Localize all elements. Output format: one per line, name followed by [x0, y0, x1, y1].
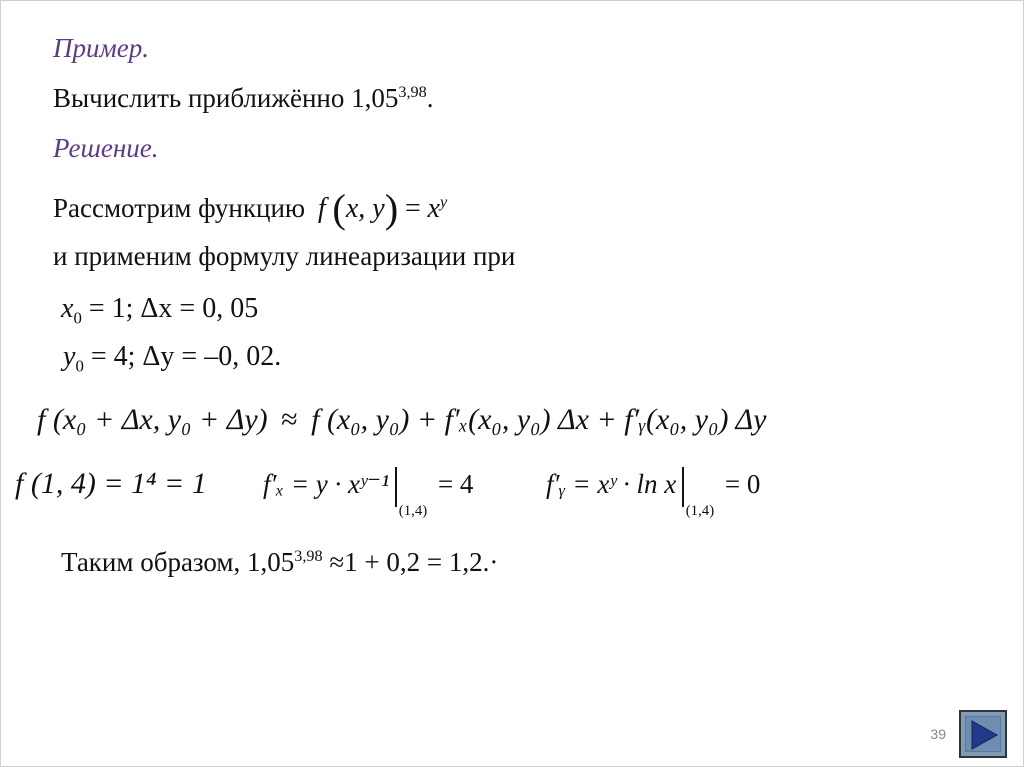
- paren-open: (: [332, 186, 346, 231]
- task-exponent: 3,98: [398, 83, 427, 101]
- x0-rest: = 1; Δx = 0, 05: [81, 293, 259, 324]
- partial-y-expr: f′ᵧ = xʸ · ln x: [546, 469, 677, 499]
- conclusion-rest: ≈1 + 0,2 = 1,2.·: [322, 547, 499, 577]
- y0-line: [63, 341, 282, 376]
- partial-y-eval: [546, 467, 718, 520]
- partial-x: [263, 467, 473, 520]
- power-base: x: [427, 193, 440, 225]
- function-args: x, y: [345, 193, 385, 225]
- f14-value: f (1, 4) = 1⁴ = 1: [15, 467, 207, 500]
- formula-rhs: f (x₀, y₀) + f′ₓ(x₀, y₀) Δx + f′ᵧ(x₀, y₀) Δy: [311, 403, 767, 436]
- partial-y-bar: [682, 467, 684, 507]
- example-label: Пример.: [53, 33, 149, 63]
- consider-text: Рассмотрим функцию: [53, 193, 306, 224]
- equals-sign: =: [404, 193, 421, 225]
- partial-x-eval: [263, 467, 431, 520]
- conclusion-text: Таким образом, 1,05: [61, 547, 295, 577]
- linearization-formula: [37, 403, 766, 437]
- y0-sub: 0: [75, 356, 84, 376]
- partial-y: [546, 467, 760, 520]
- play-right-icon: [969, 719, 999, 751]
- f-at-point: [15, 467, 207, 501]
- conclusion-exponent: 3,98: [294, 547, 323, 565]
- consider-line: [53, 185, 447, 232]
- solution-label: Решение.: [53, 133, 159, 163]
- power-exponent: y: [439, 193, 448, 212]
- apply-text: и применим формулу линеаризации при: [53, 241, 516, 271]
- approx-sign: ≈: [281, 403, 298, 436]
- partial-x-point: (1,4): [398, 503, 428, 519]
- conclusion-line: [61, 547, 498, 578]
- next-slide-button[interactable]: [959, 710, 1007, 758]
- page-number: 39: [930, 726, 946, 742]
- y0-rest: = 4; Δy = –0, 02.: [83, 341, 282, 372]
- function-name: f: [317, 193, 326, 225]
- x0-sub: 0: [73, 308, 82, 328]
- x0-line: [61, 293, 259, 328]
- formula-lhs: f (x₀ + Δx, y₀ + Δy): [37, 403, 268, 436]
- y0-var: y: [63, 341, 76, 372]
- task-line: [53, 83, 433, 114]
- paren-close: ): [384, 186, 399, 231]
- partial-y-value: = 0: [724, 469, 761, 499]
- task-end: .: [426, 83, 434, 113]
- partial-x-expr: f′ₓ = y · xʸ⁻¹: [263, 469, 390, 499]
- task-text: Вычислить приближённо 1,05: [53, 83, 399, 113]
- x0-var: x: [61, 293, 74, 324]
- partial-x-value: = 4: [437, 469, 474, 499]
- partial-x-bar: [395, 467, 397, 507]
- partial-y-point: (1,4): [685, 503, 715, 519]
